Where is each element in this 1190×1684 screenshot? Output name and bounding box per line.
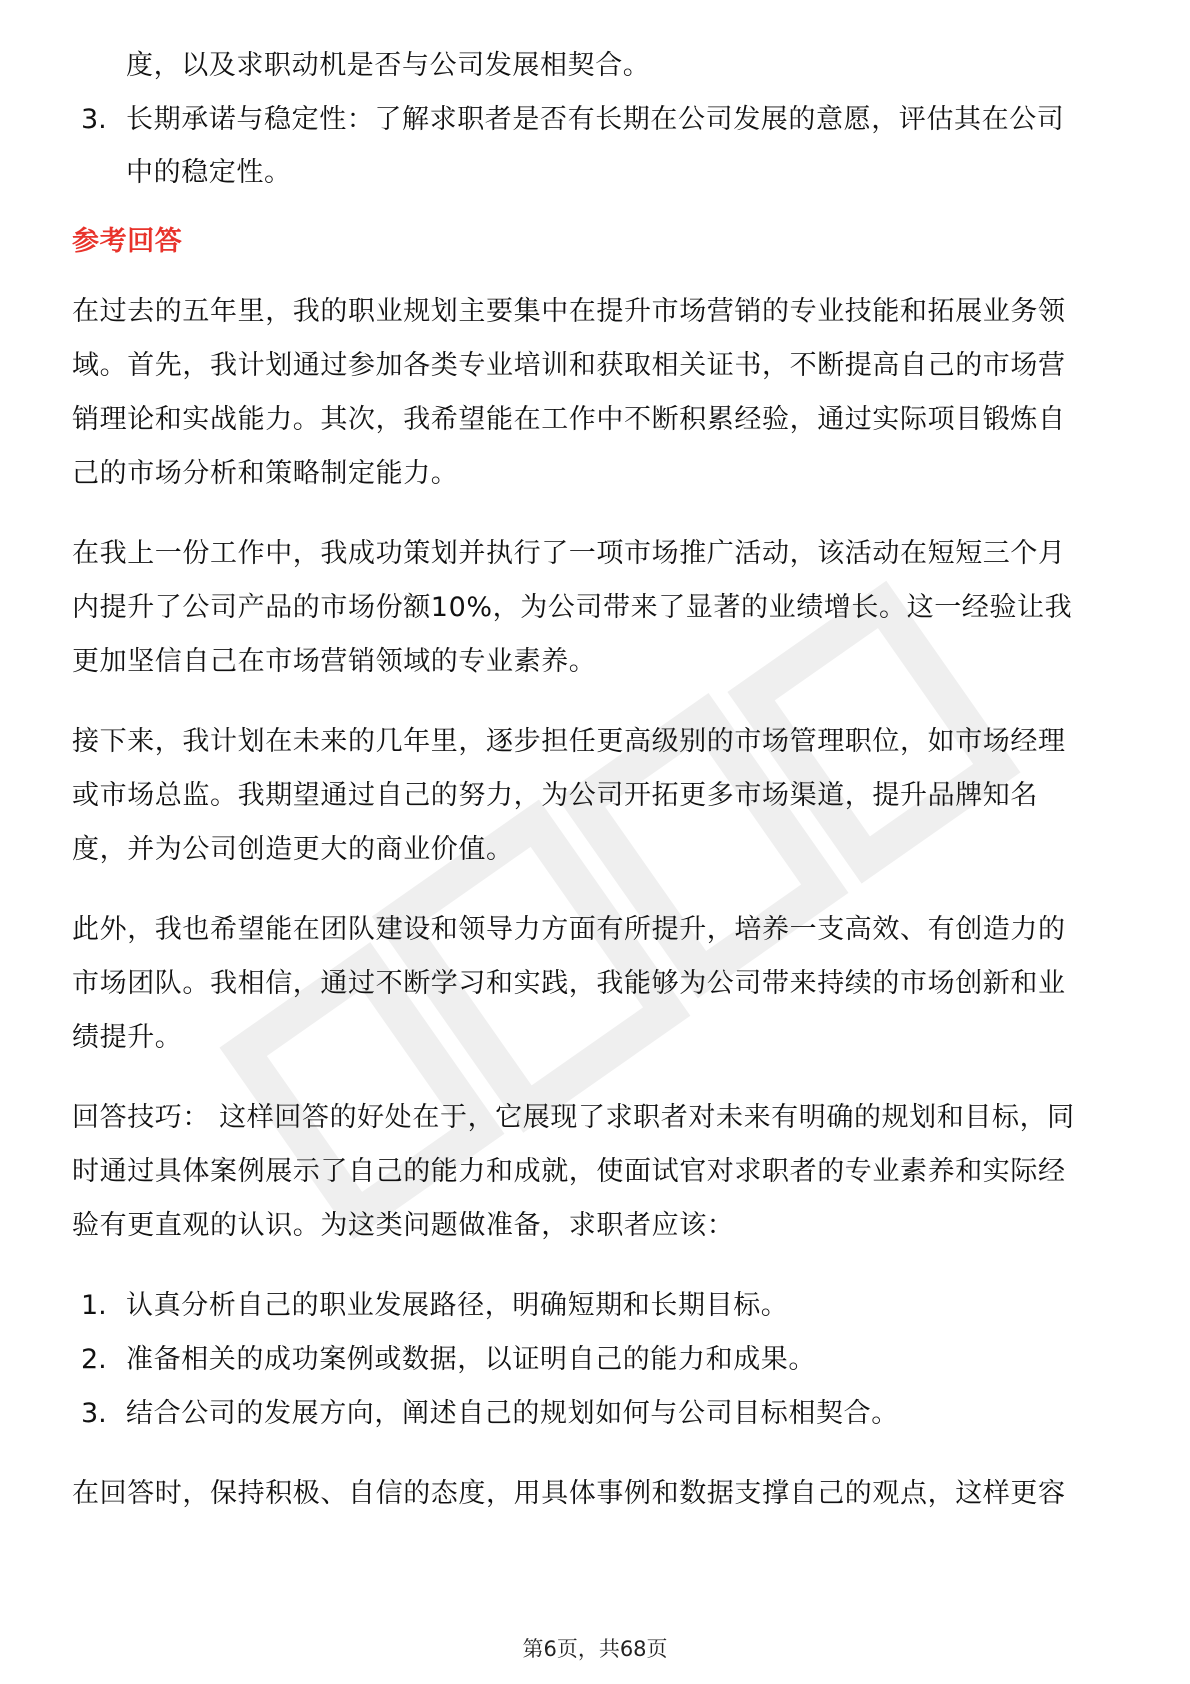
intro-item3-number: 3.: [81, 104, 107, 135]
paragraph-2-line-2: 内提升了公司产品的市场份额10%，为公司带来了显著的业绩增长。这一经验让我: [72, 592, 1073, 623]
paragraph-2-line-3: 更加坚信自己在市场营销领域的专业素养。: [72, 646, 597, 677]
paragraph-4-line-2: 市场团队。我相信，通过不断学习和实践，我能够为公司带来持续的市场创新和业: [72, 968, 1066, 999]
intro-item3-line2: 中的稳定性。: [126, 157, 292, 188]
tips-intro-line-3: 验有更直观的认识。为这类问题做准备，求职者应该：: [72, 1210, 735, 1241]
paragraph-3-line-1: 接下来，我计划在未来的几年里，逐步担任更高级别的市场管理职位，如市场经理: [72, 726, 1066, 757]
tips-item-1-text: 认真分析自己的职业发展路径，明确短期和长期目标。: [126, 1290, 789, 1321]
paragraph-4-line-3: 绩提升。: [72, 1022, 183, 1053]
paragraph-1-line-1: 在过去的五年里，我的职业规划主要集中在提升市场营销的专业技能和拓展业务领: [72, 296, 1066, 327]
section-heading-reference-answer: 参考回答: [72, 226, 183, 257]
paragraph-4-line-1: 此外，我也希望能在团队建设和领导力方面有所提升，培养一支高效、有创造力的: [72, 914, 1066, 945]
tips-item-1-number: 1.: [81, 1290, 107, 1321]
paragraph-3-line-2: 或市场总监。我期望通过自己的努力，为公司开拓更多市场渠道，提升品牌知名: [72, 780, 1038, 811]
tips-item-2-number: 2.: [81, 1344, 107, 1375]
tips-item-2-text: 准备相关的成功案例或数据，以证明自己的能力和成果。: [126, 1344, 816, 1375]
tips-intro-line-2: 时通过具体案例展示了自己的能力和成就，使面试官对求职者的专业素养和实际经: [72, 1156, 1066, 1187]
intro-item2-continuation: 度，以及求职动机是否与公司发展相契合。: [126, 50, 651, 81]
tips-item-3-text: 结合公司的发展方向，阐述自己的规划如何与公司目标相契合。: [126, 1398, 899, 1429]
page-number-footer: 第6页，共68页: [522, 1637, 668, 1661]
intro-item3-line1: 长期承诺与稳定性：了解求职者是否有长期在公司发展的意愿，评估其在公司: [126, 104, 1065, 135]
paragraph-2-line-1: 在我上一份工作中，我成功策划并执行了一项市场推广活动，该活动在短短三个月: [72, 538, 1066, 569]
closing-line: 在回答时，保持积极、自信的态度，用具体事例和数据支撑自己的观点，这样更容: [72, 1478, 1066, 1509]
paragraph-3-line-3: 度，并为公司创造更大的商业价值。: [72, 834, 514, 865]
paragraph-1-line-4: 己的市场分析和策略制定能力。: [72, 458, 459, 489]
paragraph-1-line-3: 销理论和实战能力。其次，我希望能在工作中不断积累经验，通过实际项目锻炼自: [72, 404, 1066, 435]
tips-item-3-number: 3.: [81, 1398, 107, 1429]
tips-intro-line-1: 回答技巧： 这样回答的好处在于，它展现了求职者对未来有明确的规划和目标，同: [72, 1102, 1075, 1133]
paragraph-1-line-2: 域。首先，我计划通过参加各类专业培训和获取相关证书，不断提高自己的市场营: [72, 350, 1066, 381]
